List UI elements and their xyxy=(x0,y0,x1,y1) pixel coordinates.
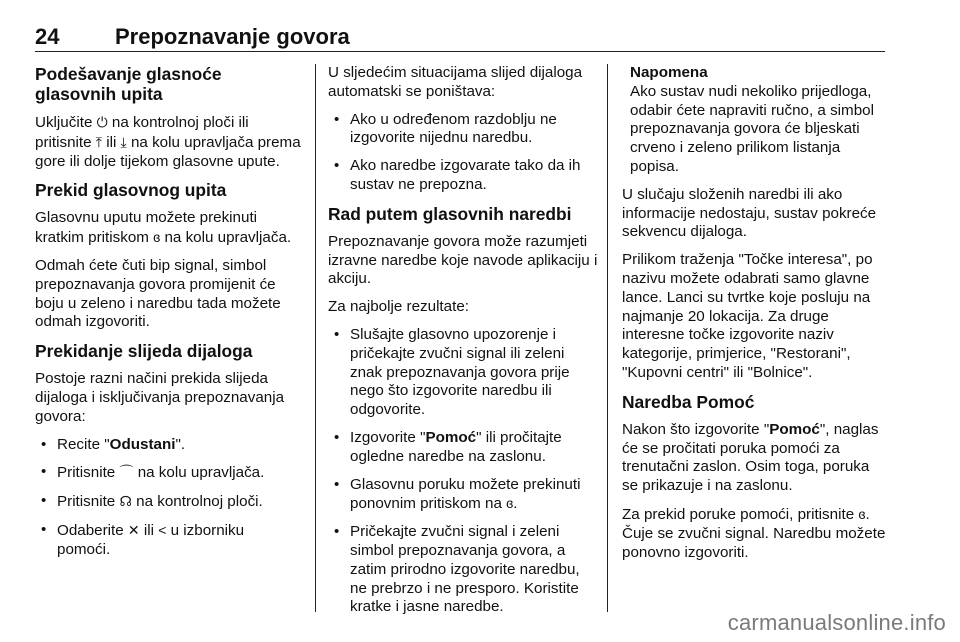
note-text: Ako sustav nudi nekoliko prijedloga, odabir ćete napraviti ručno, a simbol prepoznavanja govora će bljeskati crveno i zeleno prilikom listanja popisa. xyxy=(630,82,874,175)
watermark: carmanualsonline.info xyxy=(727,610,946,635)
list-item: • Pričekajte zvučni signal i zeleni simbol prepoznavanja govora, a zatim prirodno izgovorite naredbu, ne prebrzo i ne presporo. Koristite kratke i jasne naredbe. xyxy=(328,523,600,617)
paragraph-commands: Prepoznavanje govora može razumjeti izravne naredbe koje navode aplikaciju i akciju. xyxy=(328,232,598,288)
list-item: • Odaberite ✕ ili < u izborniku pomoći. xyxy=(35,521,301,560)
voice-icon: ɞ xyxy=(153,229,161,246)
column-1 xyxy=(35,64,301,569)
heading-dialog: Prekidanje slijeda dijaloga xyxy=(35,341,253,362)
close-icon: ✕ xyxy=(127,521,140,538)
list-item: • Recite "Odustani". xyxy=(35,436,301,455)
dialog-list xyxy=(35,436,301,560)
paragraph-auto-cancel: U sljedećim situacijama slijed dijaloga automatski se poništava: xyxy=(328,64,583,100)
column-3 xyxy=(622,64,888,571)
voice-icon: ɞ xyxy=(506,495,514,512)
paragraph-dialog: Postoje razni načini prekida slijeda dijaloga i isključivanja prepoznavanja govora: xyxy=(35,370,285,425)
page-number: 24 xyxy=(35,24,60,49)
paragraph-volume: Uključite ⏻ na kontrolnoj ploči ili pritisnite ⤒ ili ⤓ na kolu upravljača prema gore ili dolje tijekom glasovne upute. xyxy=(35,114,301,170)
auto-cancel-list xyxy=(328,111,600,195)
paragraph-best-results: Za najbolje rezultate: xyxy=(328,298,469,316)
note-box xyxy=(630,64,888,177)
column-divider-2 xyxy=(607,64,608,612)
back-icon: < xyxy=(158,521,167,538)
heading-volume: Podešavanje glasnoće glasovnih upita xyxy=(35,64,222,104)
heading-interrupt: Prekid glasovnog upita xyxy=(35,180,227,201)
header-divider xyxy=(35,51,885,52)
list-item: • Ako u određenom razdoblju ne izgovorite nijednu naredbu. xyxy=(328,111,600,149)
page-title: Prepoznavanje govora xyxy=(115,24,350,49)
paragraph-help: Nakon što izgovorite "Pomoć", naglas će se pročitati poruka pomoći za trenutačni zaslon. Osim toga, poruka se prikazuje i na zaslonu. xyxy=(622,420,879,495)
power-icon: ⏻ xyxy=(96,114,108,130)
note-title: Napomena xyxy=(630,64,708,81)
column-divider-1 xyxy=(315,64,316,612)
list-item: • Pritisnite ⌒ na kolu upravljača. xyxy=(35,463,301,483)
list-item: • Glasovnu poruku možete prekinuti ponovnim pritiskom na ɞ. xyxy=(328,476,600,515)
paragraph-poi: Prilikom traženja "Točke interesa", po nazivu možete odabrati samo glavne lance. Lanci su tvrtke koje posluju na najmanje 20 lokacija. Za druge interesne točke izgovorite naziv kategorije, primjerice, "Restorani", "Kupovni centri" ili "Bolnice". xyxy=(622,251,873,381)
best-results-list xyxy=(328,326,600,617)
paragraph-complex: U slučaju složenih naredbi ili ako informacije nedostaju, sustav pokreće sekvencu dijaloga. xyxy=(622,185,877,241)
paragraph-interrupt-1: Glasovnu uputu možete prekinuti kratkim pritiskom ɞ na kolu upravljača. xyxy=(35,209,292,247)
volume-down-icon: ⤓ xyxy=(120,133,127,150)
list-item: • Pritisnite ☊ na kontrolnoj ploči. xyxy=(35,492,301,512)
voice-icon: ɞ xyxy=(858,505,866,522)
list-item: • Ako naredbe izgovarate tako da ih sustav ne prepozna. xyxy=(328,157,600,195)
home-icon: ☊ xyxy=(119,493,132,510)
page-header xyxy=(35,24,885,50)
column-2 xyxy=(328,64,600,626)
volume-up-icon: ⤒ xyxy=(95,133,102,150)
heading-help: Naredba Pomoć xyxy=(622,391,755,412)
paragraph-interrupt-2: Odmah ćete čuti bip signal, simbol prepoznavanja govora promijenit će boju u zeleno i naredbu tada možete odmah izgovoriti. xyxy=(35,256,281,331)
list-item: • Izgovorite "Pomoć" ili pročitajte ogledne naredbe na zaslonu. xyxy=(328,429,600,467)
hang-up-icon: ⌒ xyxy=(119,464,134,481)
paragraph-help-2: Za prekid poruke pomoći, pritisnite ɞ. Čuje se zvučni signal. Naredbu možete ponovno izgovoriti. xyxy=(622,505,886,561)
list-item: • Slušajte glasovno upozorenje i pričekajte zvučni signal ili zeleni znak prepoznavanja govora prije nego što izgovorite naredbu ili odgovorite. xyxy=(328,326,600,420)
heading-commands: Rad putem glasovnih naredbi xyxy=(328,203,572,224)
